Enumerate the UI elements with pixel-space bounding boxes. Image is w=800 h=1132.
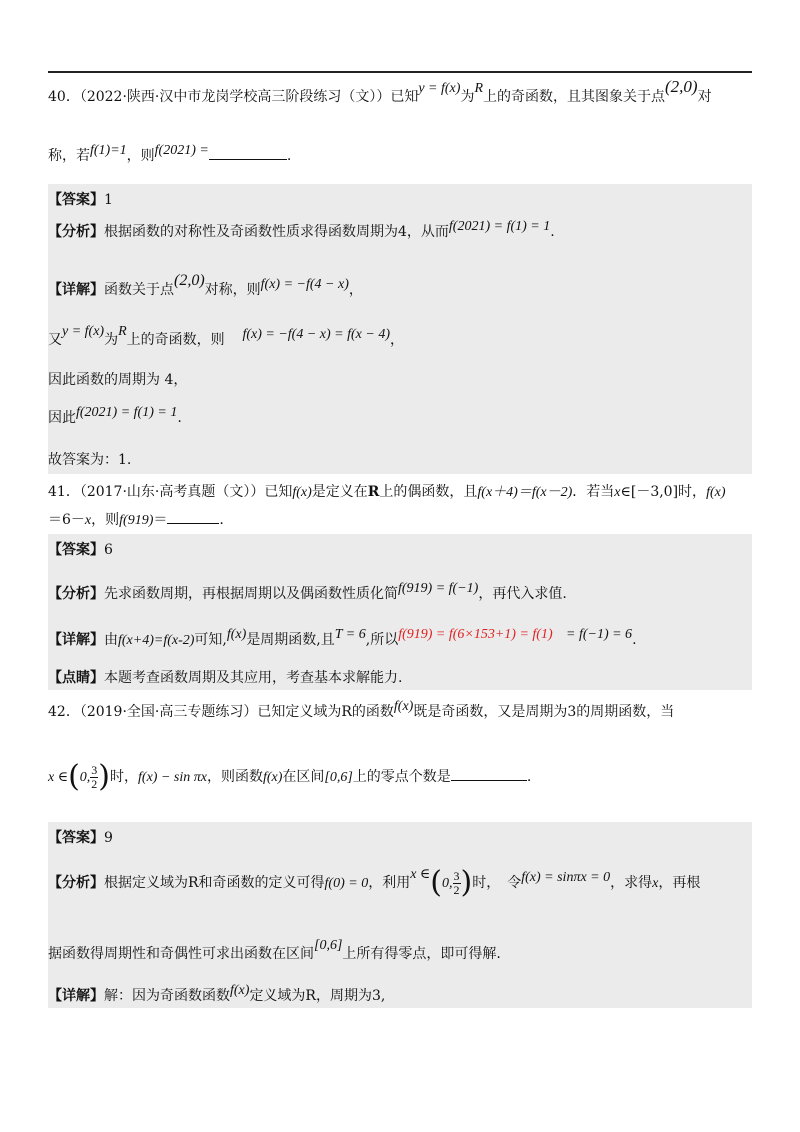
q42-detail: 【详解】解：因为奇函数函数f(x)定义域为R，周期为3, — [48, 983, 386, 1004]
q40-detail-line3: 因此函数的周期为 4， — [48, 372, 188, 388]
q40-analysis: 【分析】根据函数的对称性及奇函数性质求得函数周期为4，从而f(2021) = f(1) = 1. — [48, 219, 555, 240]
answer-blank — [451, 768, 527, 781]
fraction-3-2: $\frac{3}{2}$ — [91, 762, 98, 791]
q40-stem-line2: 称，若f(1)=1，则f(2021) = . — [48, 143, 292, 164]
q41-answer: 【答案】6 — [48, 542, 113, 558]
q41-solution-box — [48, 534, 752, 690]
q41-analysis: 【分析】先求函数周期，再根据周期以及偶函数性质化简f(919) = f(−1)，再代入求值. — [48, 581, 567, 602]
q40-answer: 【答案】1 — [48, 192, 113, 208]
q42-solution-box — [48, 822, 752, 1008]
answer-blank — [167, 511, 219, 524]
q42-stem-line1: 42．（2019·全国·高三专题练习）已知定义域为R的函数f(x)既是奇函数，又是周期为3的周期函数，当 — [48, 699, 675, 720]
q40-detail-line2: 又y = f(x)为R上的奇函数，则 f(x) = −f(4 − x) = f(x − 4)， — [48, 324, 404, 348]
q42-answer: 【答案】9 — [48, 830, 113, 846]
q41-remark: 【点睛】本题考查函数周期及其应用，考查基本求解能力. — [48, 670, 403, 686]
top-rule — [48, 71, 752, 73]
q42-stem-line2: x ∈(0, $\frac{3}{2}$ )时，f(x) − sin πx，则函数f(x)在区间[0,6]上的零点个数是 . — [48, 759, 532, 794]
q41-detail: 【详解】由f(x+4)=f(x-2)可知,f(x)是周期函数,且T = 6,所以f(919) = f(6×153+1) = f(1) = f(−1) = 6. — [48, 627, 637, 648]
q40-detail-line4: 因此f(2021) = f(1) = 1. — [48, 405, 182, 426]
answer-blank — [209, 147, 287, 160]
q40-final: 故答案为：1. — [48, 452, 132, 468]
q42-analysis-line1: 【分析】根据定义域为R和奇函数的定义可得f(0) = 0，利用x ∈(0, $\frac{3}{2}$ )时， 令f(x) = sinπx = 0，求得x，再根 — [48, 865, 701, 900]
q42-analysis-line2: 据函数得周期性和奇偶性可求出函数在区间[0,6]上所有得零点，即可得解. — [48, 938, 501, 962]
q41-stem-line1: 41．（2017·山东·高考真题（文））已知f(x)是定义在R上的偶函数，且f(x＋4)＝f(x－2)．若当x∈[－3,0]时，f(x) — [48, 484, 726, 500]
fraction-3-2: $\frac{3}{2}$ — [453, 868, 460, 897]
q40-stem-line1: 40．（2022·陕西·汉中市龙岗学校高三阶段练习（文））已知y = f(x)为R上的奇函数，且其图象关于点(2,0)对 — [48, 77, 712, 105]
q40-detail-line1: 【详解】函数关于点(2,0)对称，则f(x) = −f(4 − x)， — [48, 272, 363, 298]
q41-stem-line2: ＝6－x，则f(919)＝ . — [48, 512, 224, 528]
